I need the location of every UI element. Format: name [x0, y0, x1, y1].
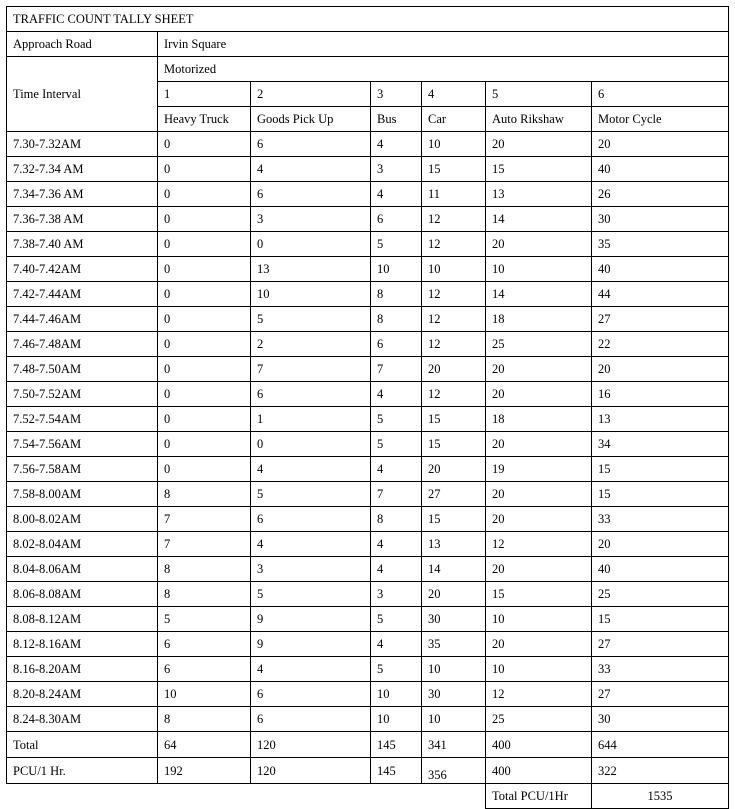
- count-cell: 5: [251, 307, 371, 332]
- count-cell: 6: [158, 657, 251, 682]
- count-cell: 15: [592, 482, 729, 507]
- time-interval-cell: 8.20-8.24AM: [7, 682, 158, 707]
- time-interval-cell: 7.56-7.58AM: [7, 457, 158, 482]
- table-row: [7, 282, 729, 307]
- table-row: [7, 257, 729, 282]
- table-row: [7, 457, 729, 482]
- count-cell: 4: [251, 157, 371, 182]
- count-cell: 4: [371, 532, 422, 557]
- count-cell: 5: [371, 232, 422, 257]
- table-row: [7, 582, 729, 607]
- count-cell: 15: [486, 157, 592, 182]
- count-cell: 0: [158, 182, 251, 207]
- count-cell: 6: [251, 507, 371, 532]
- count-cell: 20: [422, 582, 486, 607]
- count-cell: 4: [251, 657, 371, 682]
- count-cell: 0: [158, 332, 251, 357]
- time-interval-cell: 7.40-7.42AM: [7, 257, 158, 282]
- count-cell: 15: [486, 582, 592, 607]
- table-row: [7, 332, 729, 357]
- count-cell: 10: [422, 257, 486, 282]
- count-cell: 16: [592, 382, 729, 407]
- count-cell: 0: [251, 432, 371, 457]
- time-interval-cell: 7.44-7.46AM: [7, 307, 158, 332]
- category-header: Motorized: [158, 57, 729, 82]
- count-cell: 0: [251, 232, 371, 257]
- total-pcu-row: [7, 784, 729, 809]
- time-interval-cell: 8.06-8.08AM: [7, 582, 158, 607]
- count-cell: 30: [422, 682, 486, 707]
- count-cell: 12: [422, 382, 486, 407]
- count-cell: 20: [486, 482, 592, 507]
- approach-label: Approach Road: [7, 32, 158, 57]
- count-cell: 10: [251, 282, 371, 307]
- table-row: [7, 557, 729, 582]
- time-interval-cell: 7.42-7.44AM: [7, 282, 158, 307]
- count-cell: 33: [592, 507, 729, 532]
- count-cell: 3: [251, 557, 371, 582]
- count-cell: 0: [158, 132, 251, 157]
- count-cell: 2: [251, 332, 371, 357]
- time-interval-cell: 8.08-8.12AM: [7, 607, 158, 632]
- column-name: Motor Cycle: [592, 107, 729, 132]
- count-cell: 15: [592, 457, 729, 482]
- pcu-row: [7, 758, 729, 784]
- time-interval-cell: 7.48-7.50AM: [7, 357, 158, 382]
- table-row: [7, 632, 729, 657]
- table-row: [7, 357, 729, 382]
- column-name: Bus: [371, 107, 422, 132]
- time-interval-cell: 7.58-8.00AM: [7, 482, 158, 507]
- count-cell: 26: [592, 182, 729, 207]
- count-cell: 5: [371, 432, 422, 457]
- table-row: [7, 307, 729, 332]
- count-cell: 4: [371, 557, 422, 582]
- count-cell: 15: [422, 407, 486, 432]
- count-cell: 14: [486, 282, 592, 307]
- count-cell: 10: [371, 707, 422, 732]
- count-cell: 30: [422, 607, 486, 632]
- count-cell: 7: [158, 507, 251, 532]
- count-cell: 20: [486, 507, 592, 532]
- count-cell: 14: [422, 557, 486, 582]
- total-label: Total: [7, 732, 158, 758]
- count-cell: 12: [422, 232, 486, 257]
- count-cell: 6: [158, 632, 251, 657]
- count-cell: 1: [251, 407, 371, 432]
- column-number: 4: [422, 82, 486, 107]
- count-cell: 20: [486, 632, 592, 657]
- count-cell: 25: [486, 707, 592, 732]
- time-interval-cell: 7.38-7.40 AM: [7, 232, 158, 257]
- count-cell: 6: [251, 682, 371, 707]
- count-cell: 12: [422, 307, 486, 332]
- count-cell: 4: [251, 457, 371, 482]
- count-cell: 30: [592, 207, 729, 232]
- count-cell: 8: [158, 582, 251, 607]
- table-row: [7, 207, 729, 232]
- count-cell: 15: [592, 607, 729, 632]
- category-row: [7, 57, 729, 82]
- tally-sheet: [6, 6, 729, 809]
- count-cell: 20: [486, 232, 592, 257]
- pcu-cell: 120: [251, 758, 371, 784]
- table-row: [7, 482, 729, 507]
- count-cell: 27: [592, 632, 729, 657]
- column-name: Goods Pick Up: [251, 107, 371, 132]
- count-cell: 0: [158, 357, 251, 382]
- time-interval-cell: 7.46-7.48AM: [7, 332, 158, 357]
- count-cell: 7: [371, 357, 422, 382]
- time-interval-cell: 8.24-8.30AM: [7, 707, 158, 732]
- count-cell: 0: [158, 432, 251, 457]
- table-row: [7, 407, 729, 432]
- count-cell: 6: [251, 382, 371, 407]
- count-cell: 10: [371, 257, 422, 282]
- count-cell: 25: [592, 582, 729, 607]
- pcu-cell: 356: [422, 758, 486, 784]
- time-interval-cell: 8.02-8.04AM: [7, 532, 158, 557]
- approach-value: Irvin Square: [158, 32, 729, 57]
- count-cell: 0: [158, 257, 251, 282]
- count-cell: 5: [251, 582, 371, 607]
- total-cell: 341: [422, 732, 486, 758]
- time-interval-header: Time Interval: [7, 57, 158, 132]
- count-cell: 12: [486, 682, 592, 707]
- count-cell: 8: [158, 557, 251, 582]
- count-cell: 5: [158, 607, 251, 632]
- total-cell: 120: [251, 732, 371, 758]
- count-cell: 0: [158, 282, 251, 307]
- count-cell: 20: [486, 382, 592, 407]
- count-cell: 8: [158, 707, 251, 732]
- table-row: [7, 682, 729, 707]
- time-interval-cell: 7.36-7.38 AM: [7, 207, 158, 232]
- pcu-label: PCU/1 Hr.: [7, 758, 158, 784]
- count-cell: 0: [158, 307, 251, 332]
- traffic-count-table: [6, 6, 729, 809]
- total-row: [7, 732, 729, 758]
- time-interval-cell: 7.50-7.52AM: [7, 382, 158, 407]
- count-cell: 7: [158, 532, 251, 557]
- count-cell: 12: [422, 282, 486, 307]
- table-row: [7, 232, 729, 257]
- count-cell: 40: [592, 557, 729, 582]
- column-number: 1: [158, 82, 251, 107]
- count-cell: 0: [158, 457, 251, 482]
- count-cell: 10: [422, 132, 486, 157]
- table-row: [7, 707, 729, 732]
- total-cell: 644: [592, 732, 729, 758]
- time-interval-cell: 7.54-7.56AM: [7, 432, 158, 457]
- count-cell: 7: [371, 482, 422, 507]
- total-cell: 400: [486, 732, 592, 758]
- count-cell: 19: [486, 457, 592, 482]
- count-cell: 11: [422, 182, 486, 207]
- count-cell: 12: [422, 332, 486, 357]
- count-cell: 22: [592, 332, 729, 357]
- count-cell: 30: [592, 707, 729, 732]
- count-cell: 35: [592, 232, 729, 257]
- count-cell: 44: [592, 282, 729, 307]
- count-cell: 20: [486, 132, 592, 157]
- total-pcu-value: 1535: [592, 784, 729, 809]
- time-interval-cell: 8.12-8.16AM: [7, 632, 158, 657]
- count-cell: 13: [422, 532, 486, 557]
- count-cell: 13: [486, 182, 592, 207]
- count-cell: 3: [371, 157, 422, 182]
- count-cell: 27: [592, 682, 729, 707]
- count-cell: 20: [592, 132, 729, 157]
- count-cell: 0: [158, 157, 251, 182]
- count-cell: 12: [422, 207, 486, 232]
- count-cell: 40: [592, 157, 729, 182]
- count-cell: 27: [592, 307, 729, 332]
- count-cell: 4: [371, 457, 422, 482]
- count-cell: 6: [251, 182, 371, 207]
- count-cell: 10: [371, 682, 422, 707]
- table-row: [7, 507, 729, 532]
- count-cell: 15: [422, 432, 486, 457]
- count-cell: 6: [371, 207, 422, 232]
- count-cell: 35: [422, 632, 486, 657]
- time-interval-cell: 8.04-8.06AM: [7, 557, 158, 582]
- count-cell: 20: [422, 457, 486, 482]
- count-cell: 3: [371, 582, 422, 607]
- count-cell: 14: [486, 207, 592, 232]
- count-cell: 10: [158, 682, 251, 707]
- count-cell: 10: [486, 607, 592, 632]
- table-row: [7, 182, 729, 207]
- count-cell: 9: [251, 632, 371, 657]
- count-cell: 13: [251, 257, 371, 282]
- count-cell: 4: [371, 382, 422, 407]
- count-cell: 33: [592, 657, 729, 682]
- count-cell: 20: [422, 357, 486, 382]
- table-row: [7, 532, 729, 557]
- pcu-cell: 145: [371, 758, 422, 784]
- count-cell: 8: [158, 482, 251, 507]
- count-cell: 27: [422, 482, 486, 507]
- count-cell: 0: [158, 207, 251, 232]
- count-cell: 20: [486, 357, 592, 382]
- count-cell: 25: [486, 332, 592, 357]
- title-row: [7, 7, 729, 32]
- time-interval-cell: 7.34-7.36 AM: [7, 182, 158, 207]
- count-cell: 10: [486, 657, 592, 682]
- count-cell: 6: [371, 332, 422, 357]
- approach-row: [7, 32, 729, 57]
- time-interval-cell: 8.00-8.02AM: [7, 507, 158, 532]
- count-cell: 4: [251, 532, 371, 557]
- count-cell: 13: [592, 407, 729, 432]
- count-cell: 40: [592, 257, 729, 282]
- count-cell: 15: [422, 157, 486, 182]
- time-interval-cell: 7.32-7.34 AM: [7, 157, 158, 182]
- count-cell: 3: [251, 207, 371, 232]
- count-cell: 5: [371, 407, 422, 432]
- table-row: [7, 157, 729, 182]
- time-interval-cell: 8.16-8.20AM: [7, 657, 158, 682]
- count-cell: 6: [251, 132, 371, 157]
- column-number: 2: [251, 82, 371, 107]
- count-cell: 4: [371, 632, 422, 657]
- count-cell: 6: [251, 707, 371, 732]
- column-name: Auto Rikshaw: [486, 107, 592, 132]
- count-cell: 0: [158, 232, 251, 257]
- count-cell: 5: [371, 657, 422, 682]
- count-cell: 10: [486, 257, 592, 282]
- time-interval-cell: 7.30-7.32AM: [7, 132, 158, 157]
- count-cell: 20: [486, 557, 592, 582]
- pcu-cell: 322: [592, 758, 729, 784]
- table-row: [7, 607, 729, 632]
- table-row: [7, 132, 729, 157]
- count-cell: 4: [371, 182, 422, 207]
- count-cell: 10: [422, 657, 486, 682]
- count-cell: 20: [486, 432, 592, 457]
- column-number: 5: [486, 82, 592, 107]
- count-cell: 18: [486, 407, 592, 432]
- table-row: [7, 432, 729, 457]
- count-cell: 8: [371, 307, 422, 332]
- count-cell: 0: [158, 382, 251, 407]
- count-cell: 4: [371, 132, 422, 157]
- count-cell: 18: [486, 307, 592, 332]
- table-row: [7, 657, 729, 682]
- count-cell: 5: [251, 482, 371, 507]
- count-cell: 8: [371, 282, 422, 307]
- total-cell: 145: [371, 732, 422, 758]
- count-cell: 8: [371, 507, 422, 532]
- count-cell: 9: [251, 607, 371, 632]
- spacer: [7, 784, 486, 809]
- column-name: Heavy Truck: [158, 107, 251, 132]
- pcu-cell: 192: [158, 758, 251, 784]
- count-cell: 12: [486, 532, 592, 557]
- count-cell: 10: [422, 707, 486, 732]
- table-row: [7, 382, 729, 407]
- count-cell: 5: [371, 607, 422, 632]
- column-name: Car: [422, 107, 486, 132]
- column-number: 6: [592, 82, 729, 107]
- count-cell: 0: [158, 407, 251, 432]
- count-cell: 34: [592, 432, 729, 457]
- total-cell: 64: [158, 732, 251, 758]
- count-cell: 15: [422, 507, 486, 532]
- count-cell: 20: [592, 532, 729, 557]
- time-interval-cell: 7.52-7.54AM: [7, 407, 158, 432]
- sheet-title: TRAFFIC COUNT TALLY SHEET: [7, 7, 729, 32]
- column-number: 3: [371, 82, 422, 107]
- total-pcu-label: Total PCU/1Hr: [486, 784, 592, 809]
- count-cell: 20: [592, 357, 729, 382]
- count-cell: 7: [251, 357, 371, 382]
- pcu-cell: 400: [486, 758, 592, 784]
